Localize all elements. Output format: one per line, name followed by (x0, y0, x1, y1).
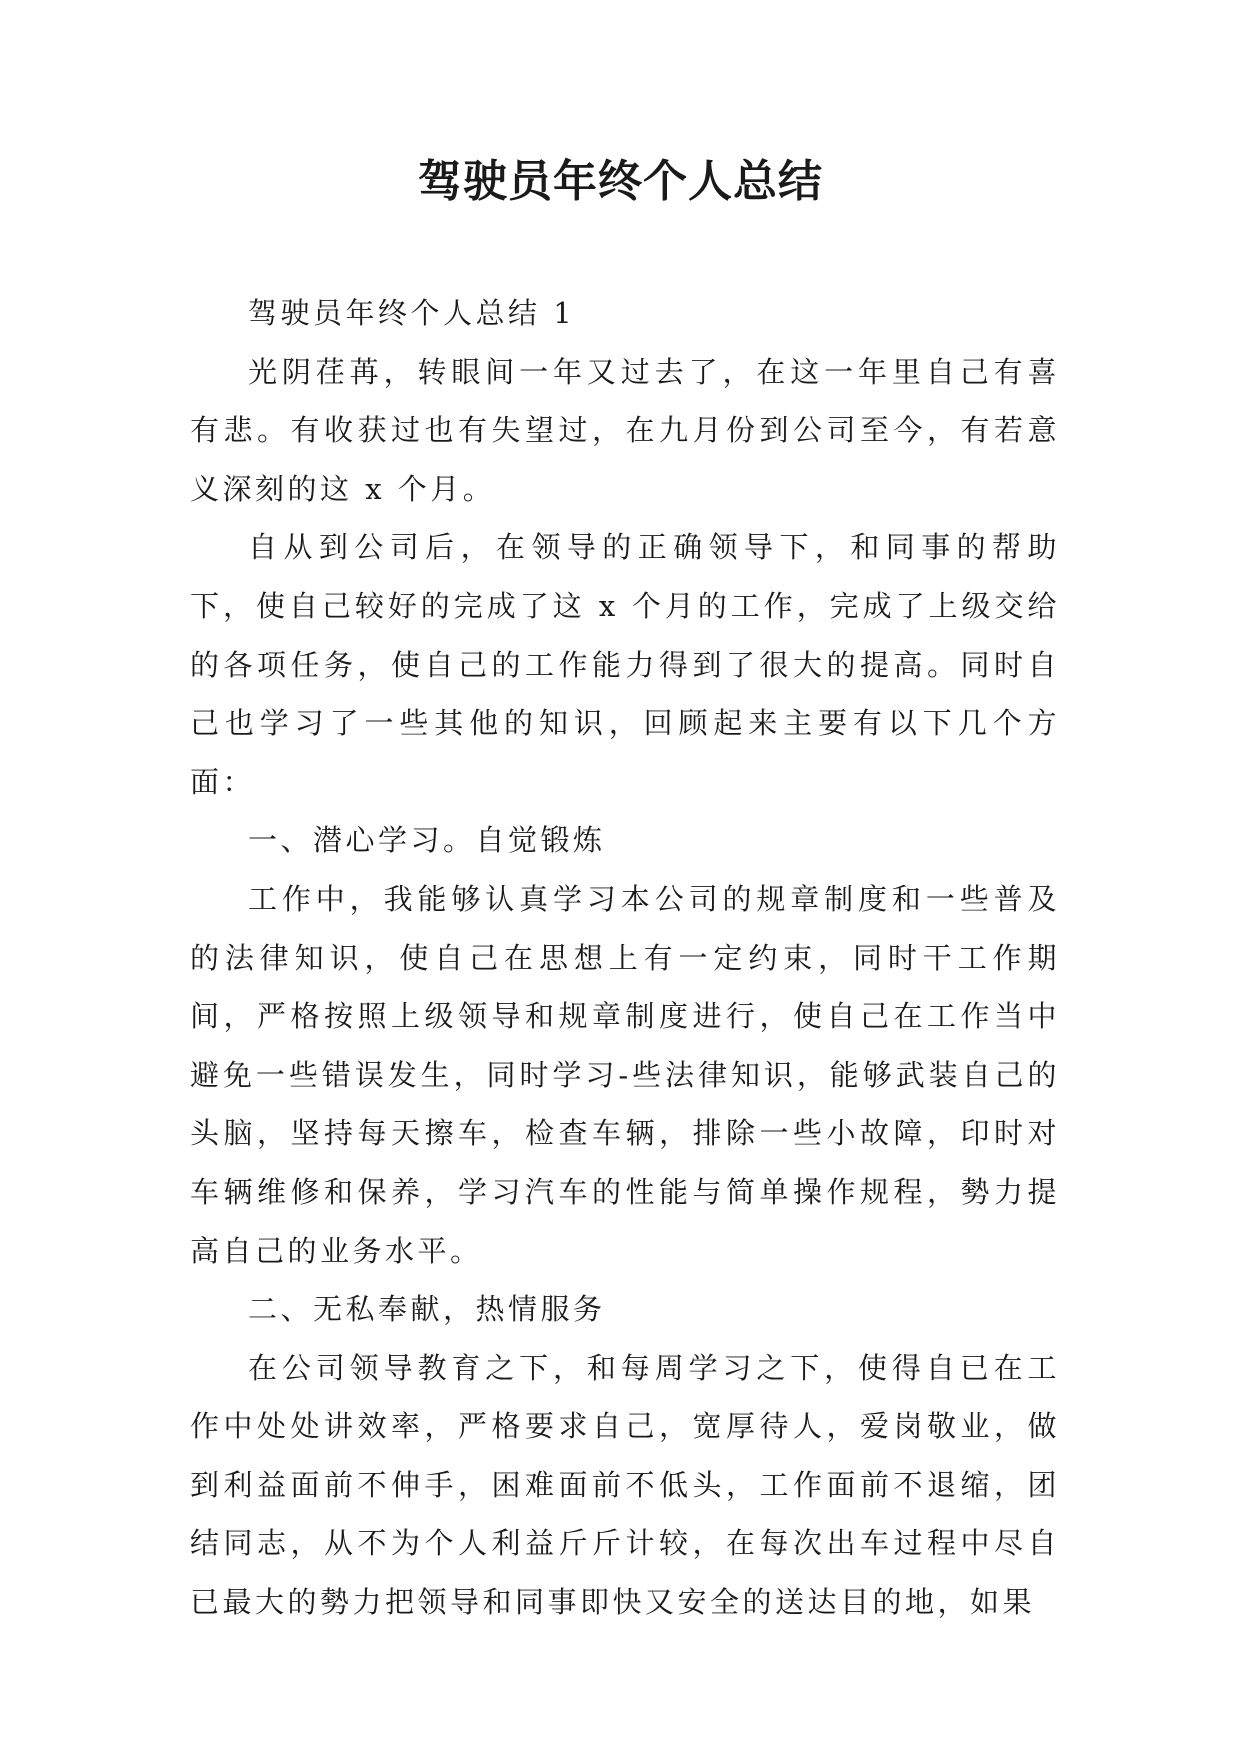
subsection-heading: 一、潜心学习。自觉锻炼 (248, 823, 606, 858)
subsection-heading: 二、无私奉献，热情服务 (248, 1292, 606, 1327)
paragraph: 自从到公司后，在领导的正确领导下，和同事的帮助下，使自己较好的完成了这 x 个月的工作，完成了上级交给的各项任务，使自己的工作能力得到了很大的提高。同时自己也学习了一些其他的知识，回顾起来主要有以下几个方面： (190, 530, 1060, 799)
document-body (190, 284, 1060, 1632)
paragraph: 在公司领导教育之下，和每周学习之下，使得自已在工作中处处讲效率，严格要求自己，宽厚待人，爱岗敬业，做到利益面前不伸手，困难面前不低头，工作面前不退缩，团结同志，从不为个人利益斤斤计较，在每次出车过程中尽自已最大的勢力把领导和同事即快又安全的送达目的地，如果 (190, 1350, 1060, 1620)
paragraph: 工作中，我能够认真学习本公司的规章制度和一些普及的法律知识，使自己在思想上有一定约束，同时干工作期间，严格按照上级领导和规章制度进行，使自己在工作当中避免一些错误发生，同时学习-些法律知识，能够武装自己的头脑，坚持每天擦车，检查车辆，排除一些小故障，印时对车辆维修和保养，学习汽车的性能与简单操作规程，勢力提高自己的业务水平。 (190, 881, 1060, 1268)
section-heading: 驾驶员年终个人总结 1 (248, 296, 576, 330)
paragraph: 光阴荏苒，转眼间一年又过去了，在这一年里自己有喜有悲。有收获过也有失望过，在九月份到公司至今，有若意义深刻的这 x 个月。 (190, 354, 1060, 506)
document-title: 驾驶员年终个人总结 (418, 156, 823, 207)
